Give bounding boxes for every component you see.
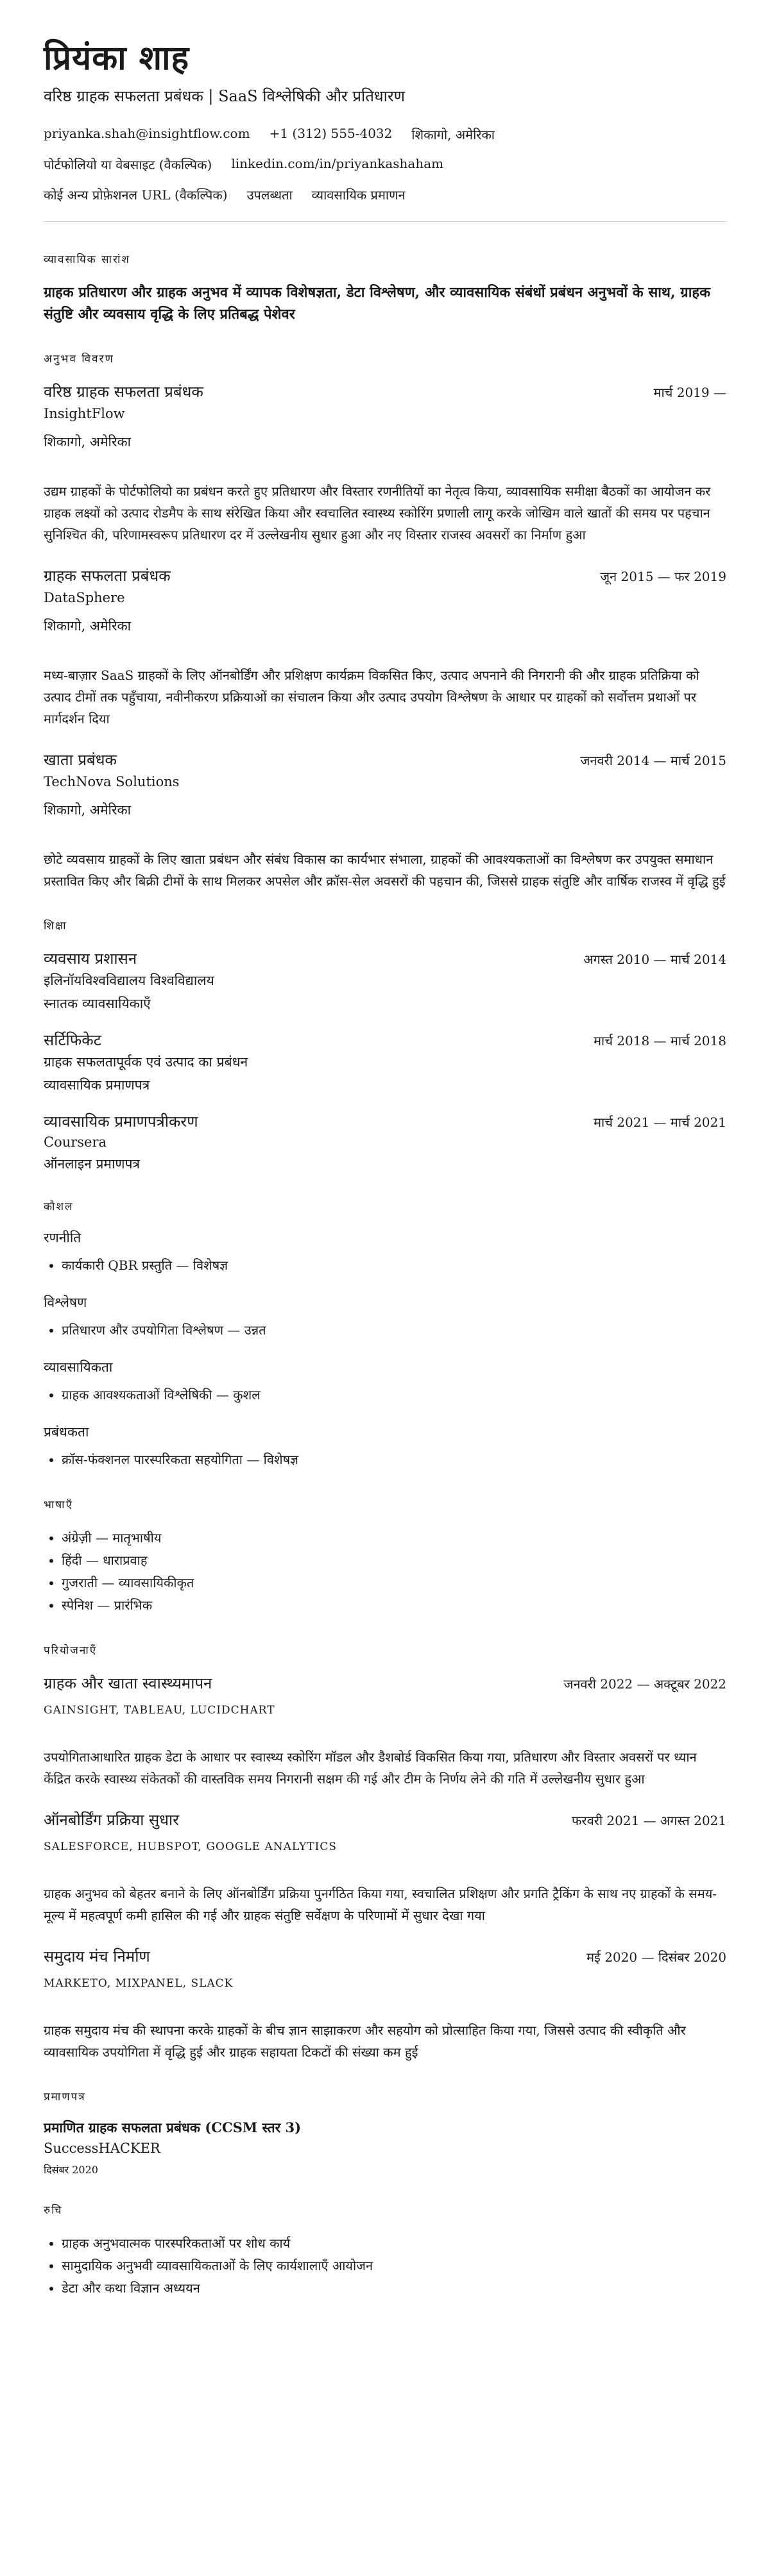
education-entry [44, 1111, 726, 1173]
contact-row-2 [44, 156, 726, 173]
experience-section [44, 351, 726, 892]
project-title: समुदाय मंच निर्माण [44, 1948, 150, 1966]
skill-item: • क्रॉस-फंक्शनल पारस्परिकता सहयोगिता — विशेषज्ञ [62, 1449, 726, 1471]
job-title: ग्राहक सफलता प्रबंधक [44, 567, 171, 585]
section-title-education: शिक्षा [44, 920, 67, 933]
contact-row-1 [44, 126, 726, 143]
summary-text: ग्राहक प्रतिधारण और ग्राहक अनुभव में व्यापक विशेषज्ञता, डेटा विश्लेषण, और व्यावसायिक संबंधों प्रबंधन अनुभवों के साथ, ग्राहक संतुष्टि और व्यवसाय वृद्धि के लिए प्रतिबद्ध पेशेवर [44, 284, 710, 323]
job-description: छोटे व्यवसाय ग्राहकों के लिए खाता प्रबंधन और संबंध विकास का कार्यभार संभाला, ग्राहकों की आवश्यकताओं का विश्लेषण कर उपयुक्त समाधान प्रस्तावित किए और बिक्री टीमों के साथ मिलकर अपसेल और क्रॉस-सेल अवसरों की पहचान की, जिससे ग्राहक संतुष्टि और वार्षिक राजस्व में वृद्धि हुई [44, 852, 726, 889]
company-name: DataSphere [44, 590, 125, 606]
job-date: मार्च 2019 — [653, 385, 726, 401]
institution-name: ग्राहक सफलतापूर्वक एवं उत्पाद का प्रबंधन [44, 1054, 248, 1070]
languages-section [44, 1497, 726, 1617]
resume-header [44, 40, 726, 203]
institution-name: Coursera [44, 1134, 107, 1150]
education-date: अगस्त 2010 — मार्च 2014 [583, 952, 726, 968]
project-title: ऑनबोर्डिंग प्रक्रिया सुधार [44, 1811, 180, 1830]
skill-group-title: प्रबंधकता [44, 1424, 89, 1440]
education-date: मार्च 2021 — मार्च 2021 [594, 1115, 726, 1131]
certifications-section [44, 2089, 726, 2176]
job-date: जनवरी 2014 — मार्च 2015 [580, 753, 726, 769]
education-section [44, 918, 726, 1173]
job-location: शिकागो, अमेरिका [44, 434, 132, 450]
other-url-text: कोई अन्य प्रोफ़ेशनल URL (वैकल्पिक) [44, 187, 228, 203]
skill-item: • प्रतिधारण और उपयोगिता विश्लेषण — उन्नत [62, 1319, 726, 1342]
interest-list [44, 2232, 726, 2300]
education-detail: व्यावसायिक प्रमाणपत्र [44, 1077, 150, 1093]
project-date: जनवरी 2022 — अक्टूबर 2022 [563, 1676, 726, 1692]
project-entry [44, 1672, 726, 1790]
language-item: • गुजराती — व्यावसायिकीकृत [62, 1572, 726, 1594]
header-divider [44, 221, 726, 222]
project-description: ग्राहक अनुभव को बेहतर बनाने के लिए ऑनबोर्डिंग प्रक्रिया पुनर्गठित किया गया, स्वचालित प्रशिक्षण और प्रगति ट्रैकिंग के साथ नए ग्राहकों के समय-मूल्य में महत्वपूर्ण कमी हासिल की गई और ग्राहक संतुष्टि सर्वेक्षण के परिणामों में सुधार देखा गया [44, 1886, 717, 1924]
section-title-certifications: प्रमाणपत्र [44, 2091, 86, 2104]
certification-issuer: SuccessHACKER [44, 2141, 160, 2157]
job-title: वरिष्ठ ग्राहक सफलता प्रबंधक [44, 383, 203, 401]
summary-section [44, 251, 726, 325]
job-description: उद्यम ग्राहकों के पोर्टफोलियो का प्रबंधन करते हुए प्रतिधारण और विस्तार रणनीतियों का नेतृत्व किया, व्यावसायिक समीक्षा बैठकों का आयोजन कर ग्राहक लक्ष्यों को उत्पाद रोडमैप के साथ संरेखित किया और स्वचालित स्वास्थ्य स्कोरिंग प्रणाली लागू करके जोखिम वाले खातों की समय पर पहचान सुनिश्चित की, परिणामस्वरूप प्रतिधारण दर में उल्लेखनीय सुधार हुआ और नए विस्तार राजस्व अवसरों का निर्माण हुआ [44, 484, 711, 543]
job-title: खाता प्रबंधक [44, 751, 117, 770]
project-tools: SALESFORCE, HUBSPOT, GOOGLE ANALYTICS [44, 1840, 338, 1854]
degree-title: व्यावसायिक प्रमाणपत्रीकरण [44, 1113, 198, 1131]
degree-title: व्यवसाय प्रशासन [44, 950, 137, 968]
language-list [44, 1527, 726, 1617]
skill-item: • कार्यकारी QBR प्रस्तुति — विशेषज्ञ [62, 1254, 726, 1277]
experience-entry [44, 565, 726, 730]
job-date: जून 2015 — फर 2019 [600, 569, 726, 585]
project-description: ग्राहक समुदाय मंच की स्थापना करके ग्राहकों के बीच ज्ञान साझाकरण और सहयोग को प्रोत्साहित किया गया, जिससे उत्पाद की स्वीकृति और व्यावसायिक उपयोगिता में वृद्धि हुई और ग्राहक सहायता टिकटों की संख्या कम हुई [44, 2023, 686, 2060]
skill-list [44, 1384, 726, 1406]
project-date: फरवरी 2021 — अगस्त 2021 [571, 1813, 726, 1829]
contact-row-3 [44, 186, 726, 203]
certification-entry [44, 2119, 726, 2176]
institution-name: इलिनॉयविश्वविद्यालय विश्वविद्यालय [44, 973, 214, 989]
experience-entry [44, 381, 726, 546]
job-location: शिकागो, अमेरिका [44, 618, 132, 634]
project-date: मई 2020 — दिसंबर 2020 [586, 1949, 726, 1966]
section-title-interests: रुचि [44, 2204, 63, 2218]
project-tools: GAINSIGHT, TABLEAU, LUCIDCHART [44, 1704, 275, 1717]
interest-item: • डेटा और कथा विज्ञान अध्ययन [62, 2277, 726, 2300]
section-title-experience: अनुभव विवरण [44, 353, 114, 366]
project-title: ग्राहक और खाता स्वास्थ्यमापन [44, 1674, 212, 1693]
job-location: शिकागो, अमेरिका [44, 802, 132, 818]
project-tools: MARKETO, MIXPANEL, SLACK [44, 1977, 234, 1991]
interests-section [44, 2202, 726, 2300]
certification-date: दिसंबर 2020 [44, 2164, 98, 2176]
experience-entry [44, 749, 726, 892]
skills-section [44, 1199, 726, 1471]
section-title-projects: परियोजनाएँ [44, 1644, 98, 1658]
project-entry [44, 1809, 726, 1926]
certification-title: प्रमाणित ग्राहक सफलता प्रबंधक (CCSM स्तर 3) [44, 2119, 302, 2136]
skill-list [44, 1254, 726, 1277]
education-date: मार्च 2018 — मार्च 2018 [594, 1033, 726, 1049]
education-entry [44, 1029, 726, 1094]
linkedin-link[interactable]: linkedin.com/in/priyankashaham [231, 156, 444, 172]
skill-group-title: व्यावसायिकता [44, 1360, 113, 1376]
portfolio-text: पोर्टफोलियो या वेबसाइट (वैकल्पिक) [44, 157, 212, 173]
interest-item: • ग्राहक अनुभवात्मक पारस्परिकताओं पर शोध कार्य [62, 2232, 726, 2255]
projects-section [44, 1642, 726, 2063]
company-name: TechNova Solutions [44, 774, 180, 790]
section-title-languages: भाषाएँ [44, 1499, 73, 1512]
interest-item: • सामुदायिक अनुभवी व्यावसायिकताओं के लिए कार्यशालाएँ आयोजन [62, 2255, 726, 2277]
project-description: उपयोगिताआधारित ग्राहक डेटा के आधार पर स्वास्थ्य स्कोरिंग मॉडल और डैशबोर्ड विकसित किया गया, प्रतिधारण और विस्तार अवसरों पर ध्यान केंद्रित करके स्वास्थ्य संकेतकों की वास्तविक समय निगरानी सक्षम की गई और टीम के निर्णय लेने की गति में उल्लेखनीय सुधार हुआ [44, 1749, 697, 1787]
skill-item: • ग्राहक आवश्यकताओं विश्लेषिकी — कुशल [62, 1384, 726, 1406]
project-entry [44, 1946, 726, 2063]
language-item: • अंग्रेज़ी — मातृभाषीय [62, 1527, 726, 1549]
section-title-summary: व्यावसायिक सारांश [44, 253, 130, 267]
language-item: • हिंदी — धाराप्रवाह [62, 1549, 726, 1572]
location-text: शिकागो, अमेरिका [411, 127, 495, 143]
education-entry [44, 948, 726, 1013]
availability-text: उपलब्धता [246, 187, 293, 203]
candidate-name: प्रियंका शाह [44, 38, 190, 78]
email-link[interactable]: priyanka.shah@insightflow.com [44, 126, 250, 142]
phone-number: +1 (312) 555-4032 [269, 126, 393, 142]
skill-list [44, 1449, 726, 1471]
skill-group-title: विश्लेषण [44, 1295, 87, 1311]
candidate-headline: वरिष्ठ ग्राहक सफलता प्रबंधक | SaaS विश्लेषिकी और प्रतिधारण [44, 87, 406, 106]
company-name: InsightFlow [44, 406, 125, 422]
language-item: • स्पेनिश — प्रारंभिक [62, 1594, 726, 1617]
education-detail: स्नातक व्यावसायिकाएँ [44, 996, 151, 1012]
skill-group-title: रणनीति [44, 1230, 81, 1246]
skill-list [44, 1319, 726, 1342]
degree-title: सर्टिफिकेट [44, 1031, 101, 1050]
job-description: मध्य-बाज़ार SaaS ग्राहकों के लिए ऑनबोर्डिंग और प्रशिक्षण कार्यक्रम विकसित किए, उत्पाद अपनाने की निगरानी की और ग्राहक प्रतिक्रिया को उत्पाद टीमों तक पहुँचाया, नवीनीकरण प्रक्रियाओं का संचालन किया और उत्पाद उपयोग विश्लेषण के आधार पर ग्राहकों को सर्वोत्तम प्रथाओं पर मार्गदर्शन दिया [44, 668, 699, 727]
section-title-skills: कौशल [44, 1200, 74, 1214]
certification-text: व्यावसायिक प्रमाणन [311, 187, 406, 203]
education-detail: ऑनलाइन प्रमाणपत्र [44, 1156, 141, 1172]
